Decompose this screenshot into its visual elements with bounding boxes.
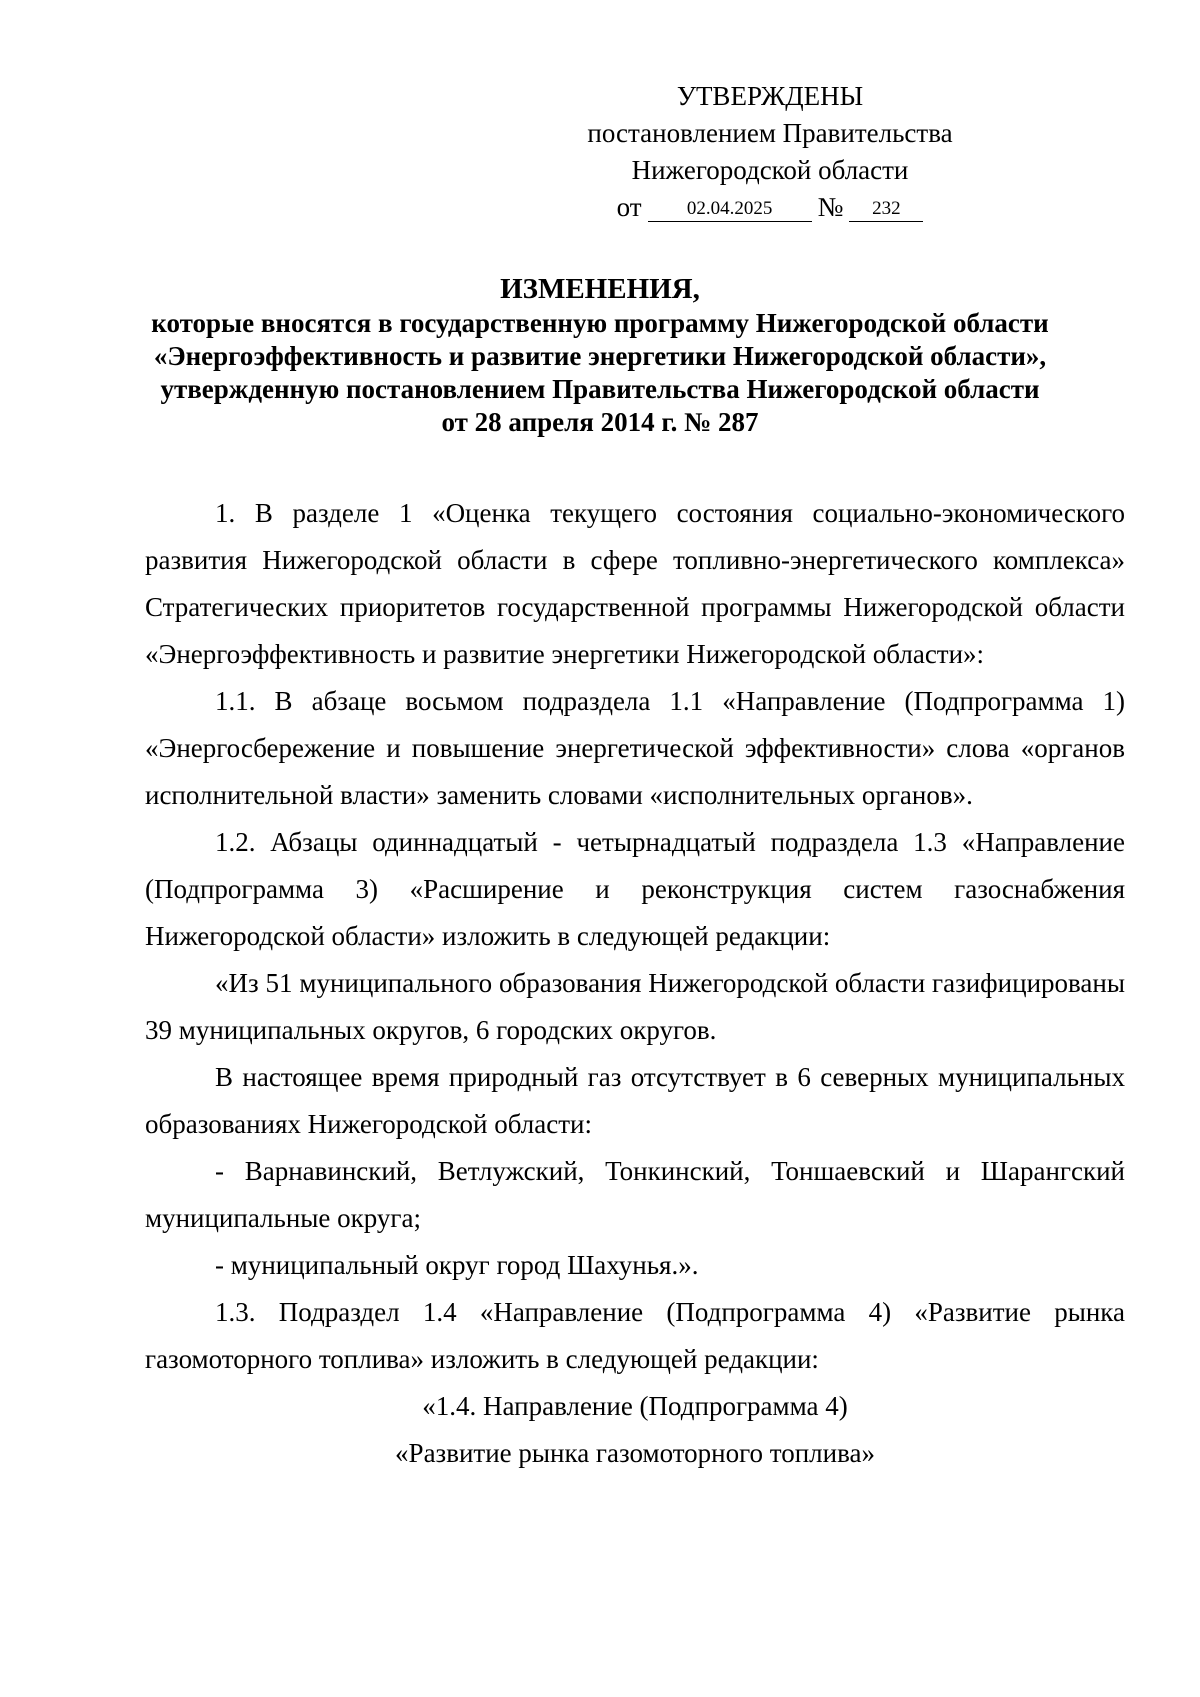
approval-heading: УТВЕРЖДЕНЫ xyxy=(676,81,864,111)
title-line-2: «Энергоэффективность и развитие энергетики Нижегородской области», xyxy=(153,341,1047,371)
approval-region: Нижегородской области xyxy=(631,155,909,185)
title-line-4: от 28 апреля 2014 г. № 287 xyxy=(441,407,759,437)
approval-number: 232 xyxy=(849,197,923,222)
paragraph-list-item-1: - Варнавинский, Ветлужский, Тонкинский, Тоншаевский и Шарангский муниципальные округа; xyxy=(145,1156,1125,1233)
approval-authority: постановлением Правительства xyxy=(587,118,953,148)
paragraph-1-3: 1.3. Подраздел 1.4 «Направление (Подпрограмма 4) «Развитие рынка газомоторного топлива» изложить в следующей редакции: xyxy=(145,1297,1125,1374)
paragraph-quote-2: В настоящее время природный газ отсутствует в 6 северных муниципальных образованиях Нижегородской области: xyxy=(145,1062,1125,1139)
section-heading-1: «1.4. Направление (Подпрограмма 4) xyxy=(422,1391,848,1421)
approval-date-number-line xyxy=(560,189,980,226)
paragraph-1-2: 1.2. Абзацы одиннадцатый - четырнадцатый подраздела 1.3 «Направление (Подпрограмма 3) «Расширение и реконструкция систем газоснабжения Нижегородской области» изложить в следующей редакции: xyxy=(145,827,1125,951)
paragraph-quote-1: «Из 51 муниципального образования Нижегородской области газифицированы 39 муниципальных округов, 6 городских округов. xyxy=(145,968,1125,1045)
approval-date: 02.04.2025 xyxy=(648,197,812,222)
document-title xyxy=(120,273,1080,439)
title-line-1: которые вносятся в государственную программу Нижегородской области xyxy=(151,308,1049,338)
title-main: ИЗМЕНЕНИЯ, xyxy=(500,273,700,305)
section-heading-2: «Развитие рынка газомоторного топлива» xyxy=(395,1438,875,1468)
title-line-3: утвержденную постановлением Правительства Нижегородской области xyxy=(160,374,1040,404)
approval-number-label: № xyxy=(817,192,844,222)
paragraph-1: 1. В разделе 1 «Оценка текущего состояния социально-экономического развития Нижегородской области в сфере топливно-энергетического комплекса» Стратегических приоритетов государственной программы Нижегородской области «Энергоэффективность и развитие энергетики Нижегородской области»: xyxy=(145,498,1125,669)
paragraph-1-1: 1.1. В абзаце восьмом подраздела 1.1 «Направление (Подпрограмма 1) «Энергосбережение и повышение энергетической эффективности» слова «органов исполнительной власти» заменить словами «исполнительных органов». xyxy=(145,686,1125,810)
approval-stamp xyxy=(560,78,980,226)
approval-ot-label: от xyxy=(616,192,642,222)
document-body xyxy=(145,490,1125,1477)
paragraph-list-item-2: - муниципальный округ город Шахунья.». xyxy=(215,1250,699,1280)
